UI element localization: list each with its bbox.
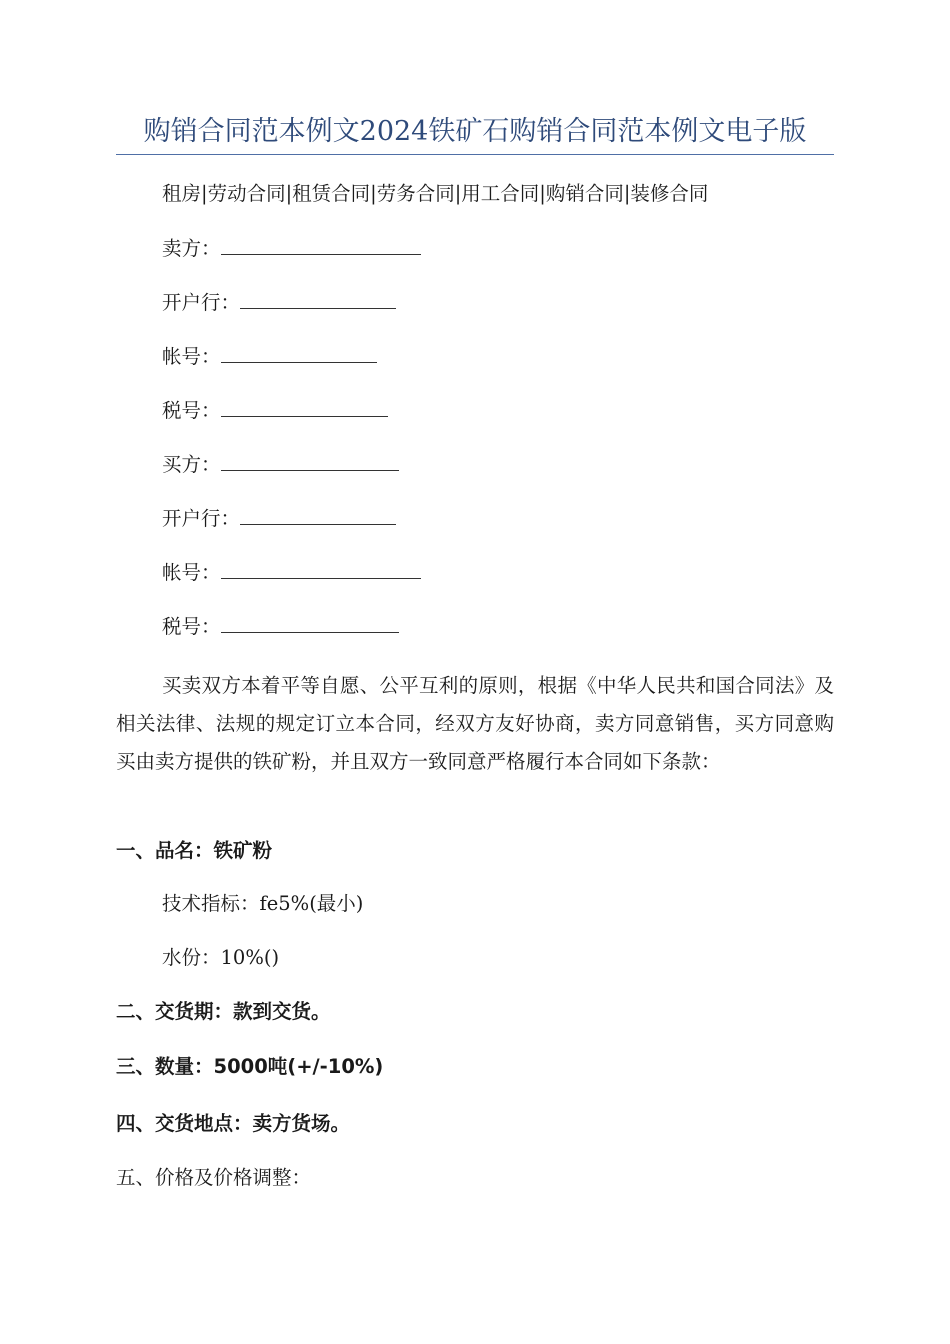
clause3-value: 5000吨(+/-10%): [213, 1055, 384, 1078]
seller-bank-field: [162, 289, 396, 317]
seller-label: 卖方：: [162, 237, 221, 260]
seller-tax-blank: [221, 398, 388, 417]
buyer-bank-field: [162, 505, 396, 533]
clause1-water: 水份：10%(): [162, 946, 280, 969]
title-underline: [116, 154, 834, 155]
buyer-account-label: 帐号：: [162, 561, 221, 584]
document-title: 购销合同范本例文2024铁矿石购销合同范本例文电子版: [143, 116, 807, 147]
clause5-heading: 五、价格及价格调整：: [116, 1166, 312, 1189]
seller-account-label: 帐号：: [162, 345, 221, 368]
seller-account-blank: [221, 344, 377, 363]
buyer-label: 买方：: [162, 453, 221, 476]
seller-tax-label: 税号：: [162, 399, 221, 422]
seller-tax-field: [162, 397, 388, 425]
buyer-bank-blank: [240, 506, 396, 525]
buyer-account-blank: [221, 560, 421, 579]
buyer-blank: [221, 452, 399, 471]
buyer-tax-label: 税号：: [162, 615, 221, 638]
seller-blank: [221, 236, 421, 255]
clause1-spec: 技术指标：fe5%(最小): [162, 892, 364, 915]
clause3-heading: [116, 1053, 383, 1081]
category-links: 租房|劳动合同|租赁合同|劳务合同|用工合同|购销合同|装修合同: [162, 182, 709, 205]
clause4-heading: 四、交货地点：卖方货场。: [116, 1112, 351, 1135]
buyer-bank-label: 开户行：: [162, 507, 241, 530]
buyer-field: [162, 451, 399, 479]
seller-account-field: [162, 343, 377, 371]
buyer-tax-field: [162, 613, 399, 641]
seller-field: [162, 235, 421, 263]
clause1-heading: 一、品名：铁矿粉: [116, 839, 273, 862]
clause3-prefix: 三、数量：: [116, 1055, 214, 1078]
seller-bank-blank: [240, 290, 396, 309]
buyer-account-field: [162, 559, 421, 587]
seller-bank-label: 开户行：: [162, 291, 241, 314]
buyer-tax-blank: [221, 614, 399, 633]
intro-paragraph: 买卖双方本着平等自愿、公平互利的原则，根据《中华人民共和国合同法》及相关法律、法规的规定订立本合同，经双方友好协商，卖方同意销售，买方同意购买由卖方提供的铁矿粉，并且双方一致同意严格履行本合同如下条款：: [116, 674, 834, 773]
clause2-heading: 二、交货期：款到交货。: [116, 1000, 331, 1023]
